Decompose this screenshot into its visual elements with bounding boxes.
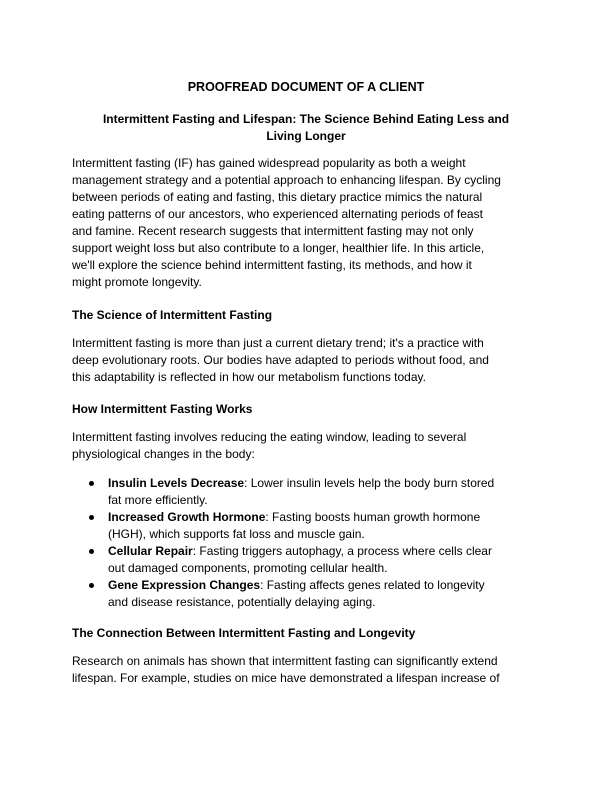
list-item-term: Gene Expression Changes	[108, 578, 261, 592]
list-item-term: Insulin Levels Decrease	[108, 476, 245, 490]
list-item-text: : Fasting triggers autophagy, a process where cells clear	[192, 544, 492, 558]
section-heading: The Connection Between Intermittent Fasting and Longevity	[72, 626, 416, 640]
document-title: PROOFREAD DOCUMENT OF A CLIENT	[187, 80, 425, 94]
text-line: eating patterns of our ancestors, who experienced alternating periods of feast	[72, 207, 483, 221]
bullet-icon	[89, 481, 94, 486]
text-line: physiological changes in the body:	[72, 447, 255, 461]
text-line: management strategy and a potential approach to enhancing lifespan. By cycling	[72, 173, 501, 187]
text-line: we'll explore the science behind intermittent fasting, its methods, and how it	[72, 258, 472, 272]
list-item-text: : Fasting boosts human growth hormone	[265, 510, 481, 524]
intro-paragraph	[72, 155, 552, 291]
section-heading: How Intermittent Fasting Works	[72, 402, 253, 416]
list-item-text: (HGH), which supports fat loss and muscle gain.	[108, 527, 365, 541]
list-item-text: and disease resistance, potentially delaying aging.	[108, 595, 376, 609]
list-item-text: : Lower insulin levels help the body burn stored	[244, 476, 495, 490]
text-line: lifespan. For example, studies on mice have demonstrated a lifespan increase of	[72, 671, 500, 685]
bullet-icon	[89, 549, 94, 554]
article-title-line: Intermittent Fasting and Lifespan: The Science Behind Eating Less and	[102, 112, 510, 126]
text-line: this adaptability is reflected in how our metabolism functions today.	[72, 370, 426, 384]
text-line: Intermittent fasting is more than just a current dietary trend; it's a practice with	[72, 336, 484, 350]
text-line: might promote longevity.	[72, 275, 202, 289]
list-item	[108, 475, 558, 509]
list-item-term: Cellular Repair	[108, 544, 193, 558]
list-item-text: : Fasting affects genes related to longevity	[260, 578, 485, 592]
text-line: Intermittent fasting (IF) has gained widespread popularity as both a weight	[72, 156, 466, 170]
bullet-icon	[89, 583, 94, 588]
text-line: Research on animals has shown that intermittent fasting can significantly extend	[72, 654, 498, 668]
text-line: deep evolutionary roots. Our bodies have adapted to periods without food, and	[72, 353, 489, 367]
section-heading: The Science of Intermittent Fasting	[72, 308, 273, 322]
bullet-icon	[89, 515, 94, 520]
text-line: Intermittent fasting involves reducing the eating window, leading to several	[72, 430, 467, 444]
list-item-text: fat more efficiently.	[108, 493, 208, 507]
article-title-line: Living Longer	[266, 129, 346, 143]
section-paragraph	[72, 429, 552, 463]
section-paragraph	[72, 335, 552, 386]
article-title	[60, 111, 552, 145]
text-line: support weight loss but also contribute to a longer, healthier life. In this article,	[72, 241, 485, 255]
list-item	[108, 577, 558, 611]
list-item	[108, 509, 558, 543]
section-paragraph	[72, 653, 552, 687]
list-item-text: out damaged components, promoting cellular health.	[108, 561, 388, 575]
text-line: and famine. Recent research suggests that intermittent fasting may not only	[72, 224, 474, 238]
text-line: between periods of eating and fasting, this dietary practice mimics the natural	[72, 190, 483, 204]
list-item	[108, 543, 558, 577]
list-item-term: Increased Growth Hormone	[108, 510, 266, 524]
